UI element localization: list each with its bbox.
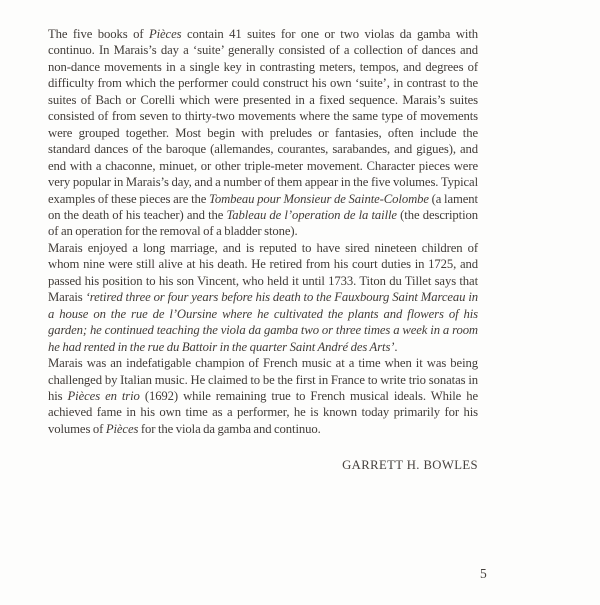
text-run: for the viola da gamba and continuo. xyxy=(138,421,321,436)
text-run: The five books of xyxy=(48,27,149,41)
text-run: Marais was an indefatigable champion of French music at a time when it was being challenged by Italian music. He claimed to be the first in France to write trio sonatas in his xyxy=(48,356,478,403)
work-title-tombeau: Tombeau pour Monsieur de Sainte-Colombe xyxy=(209,191,429,206)
page-number: 5 xyxy=(480,566,487,581)
paragraph-biography xyxy=(48,240,478,355)
paragraph-suites xyxy=(48,26,478,240)
work-title-pieces: Pièces xyxy=(148,27,182,41)
text-run: (the description of an operation for the removal of a bladder stone). xyxy=(48,207,478,239)
liner-notes-text xyxy=(48,26,478,474)
work-title-tableau: Tableau de l’operation de la taille xyxy=(226,207,397,222)
paragraph-legacy xyxy=(48,355,478,437)
titon-du-tillet-quote: ‘retired three or four years before his death to the Fauxbourg Saint Marceau in a house on the rue de l’Oursine where he cultivated the plants and flowers of his garden; he continued teaching the viola da gamba two or three times a week in a room he had rented in the rue du Battoir in the quarter Saint André des Arts’ xyxy=(48,290,478,354)
work-title-pieces-en-trio: Pièces en trio xyxy=(67,388,140,403)
text-run: . xyxy=(394,339,398,354)
text-run: (a lament on the death of his teacher) and the xyxy=(48,191,478,222)
text-run: contain 41 suites for one or two violas da gamba with continuo. In Marais’s day a ‘suite’ generally consisted of a collection of dances and non-dance movements in a single key in contrasting meters, tempos, and degrees of difficulty from which the performer could construct his own ‘suite’, in contrast to the suites of Bach or Corelli which were presented in a fixed sequence. Marais’s suites consisted of from seven to thirty-two movements where the same type of movements were grouped together. Most begin with preludes or fantasies, often include the standard dances of the baroque (allemandes, courantes, sarabandes, and gigues), and end with a chaconne, minuet, or other triple-meter movement. Character pieces were very popular in Marais’s day, and a number of them appear in the five volumes. Typical examples of these pieces are the xyxy=(48,27,478,206)
author-signature: GARRETT H. BOWLES xyxy=(342,458,478,473)
text-run: (1692) while remaining true to French musical ideals. While he achieved fame in his own time as a performer, he is known today primarily for his volumes of xyxy=(48,388,478,436)
work-title-pieces: Pièces xyxy=(105,421,139,436)
text-run: Marais enjoyed a long marriage, and is reputed to have sired nineteen children of whom nine were still alive at his death. He retired from his court duties in 1725, and passed his position to his son Vincent, who held it until 1733. Titon du Tillet says that Marais xyxy=(48,240,478,305)
